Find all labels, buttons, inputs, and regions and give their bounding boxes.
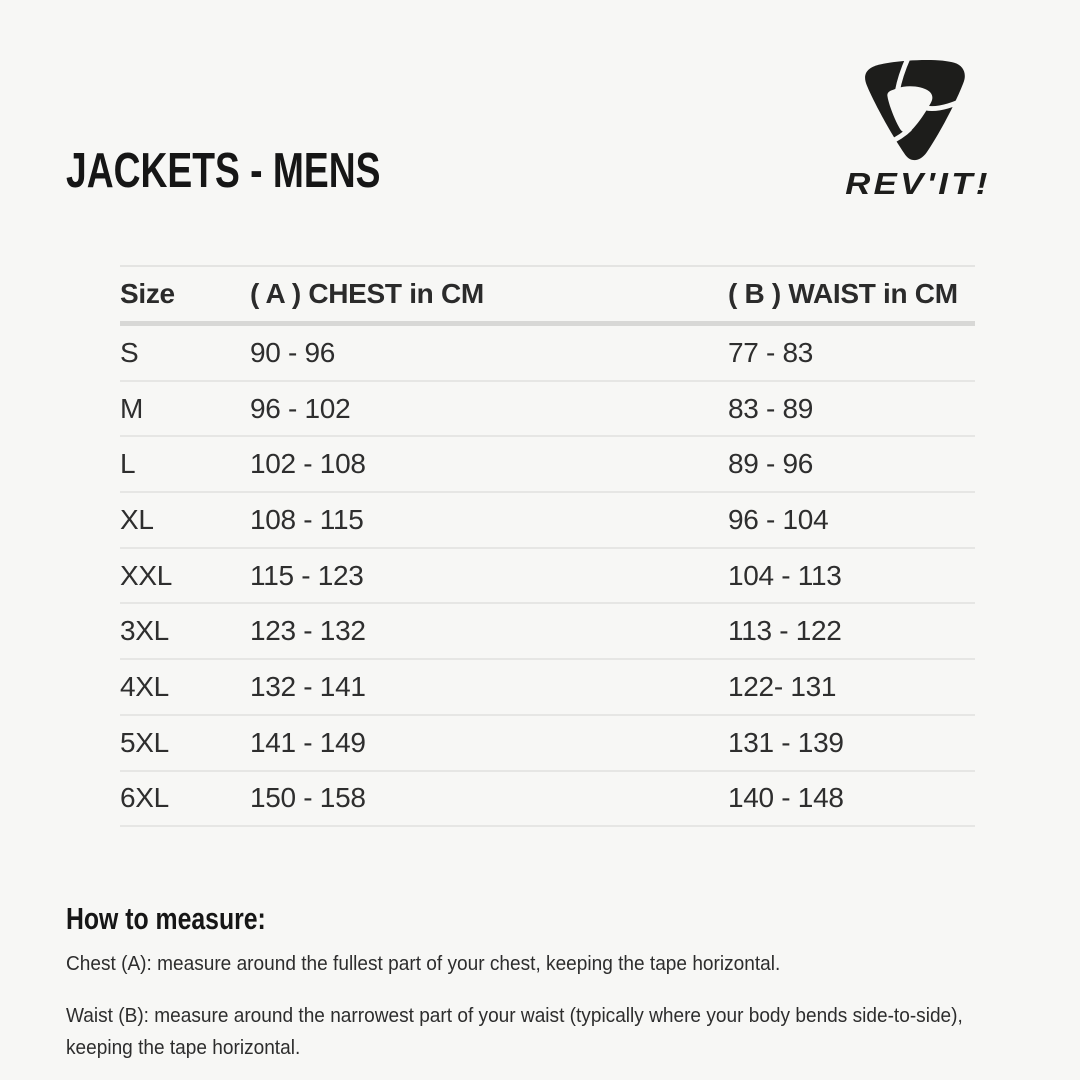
cell-size: S — [120, 336, 139, 368]
chest-instruction: Chest (A): measure around the fullest part of your chest, keeping the tape horizontal. — [66, 952, 781, 975]
size-table — [120, 265, 975, 827]
cell-waist: 77 - 83 — [728, 336, 814, 368]
cell-size: 5XL — [120, 726, 169, 758]
cell-chest: 108 - 115 — [250, 503, 364, 535]
table-row — [120, 493, 975, 549]
table-row — [120, 660, 975, 716]
table-row — [120, 382, 975, 438]
cell-chest: 115 - 123 — [250, 559, 364, 591]
cell-chest: 150 - 158 — [250, 782, 366, 814]
page-title: JACKETS - MENS — [66, 144, 381, 198]
how-to-measure-body — [66, 948, 1005, 1063]
brand-logo — [843, 50, 993, 200]
cell-size: L — [120, 448, 136, 480]
cell-size: XL — [120, 503, 154, 535]
cell-size: M — [120, 392, 144, 424]
table-row — [120, 326, 975, 382]
cell-waist: 140 - 148 — [728, 782, 844, 814]
cell-chest: 132 - 141 — [250, 670, 366, 702]
cell-waist: 96 - 104 — [728, 503, 829, 535]
cell-waist: 89 - 96 — [728, 448, 814, 480]
table-row — [120, 604, 975, 660]
cell-waist: 131 - 139 — [728, 726, 844, 758]
table-row — [120, 549, 975, 605]
cell-waist: 83 - 89 — [728, 392, 814, 424]
cell-chest: 123 - 132 — [250, 615, 366, 647]
column-header-waist: ( B ) WAIST in CM — [728, 278, 958, 309]
cell-waist: 122- 131 — [728, 670, 837, 702]
cell-size: 4XL — [120, 670, 169, 702]
cell-waist: 113 - 122 — [728, 615, 842, 647]
cell-chest: 141 - 149 — [250, 726, 366, 758]
cell-size: 3XL — [120, 615, 169, 647]
column-header-chest: ( A ) CHEST in CM — [250, 278, 484, 309]
waist-instruction: Waist (B): measure around the narrowest part of your waist (typically where your body bends side-to-side), keeping the tape horizontal. — [66, 1003, 963, 1059]
how-to-measure-section — [66, 903, 1076, 1080]
cell-chest: 102 - 108 — [250, 448, 366, 480]
table-row — [120, 772, 975, 828]
cell-waist: 104 - 113 — [728, 559, 842, 591]
how-to-measure-heading: How to measure: — [66, 901, 266, 936]
revit-shield-icon — [853, 52, 975, 166]
column-header-size: Size — [120, 278, 175, 309]
cell-chest: 96 - 102 — [250, 392, 351, 424]
cell-chest: 90 - 96 — [250, 336, 336, 368]
table-row — [120, 716, 975, 772]
brand-logo-text: REV'IT! — [845, 166, 991, 201]
table-header-row — [120, 265, 975, 326]
cell-size: 6XL — [120, 782, 169, 814]
table-row — [120, 437, 975, 493]
cell-size: XXL — [120, 559, 173, 591]
